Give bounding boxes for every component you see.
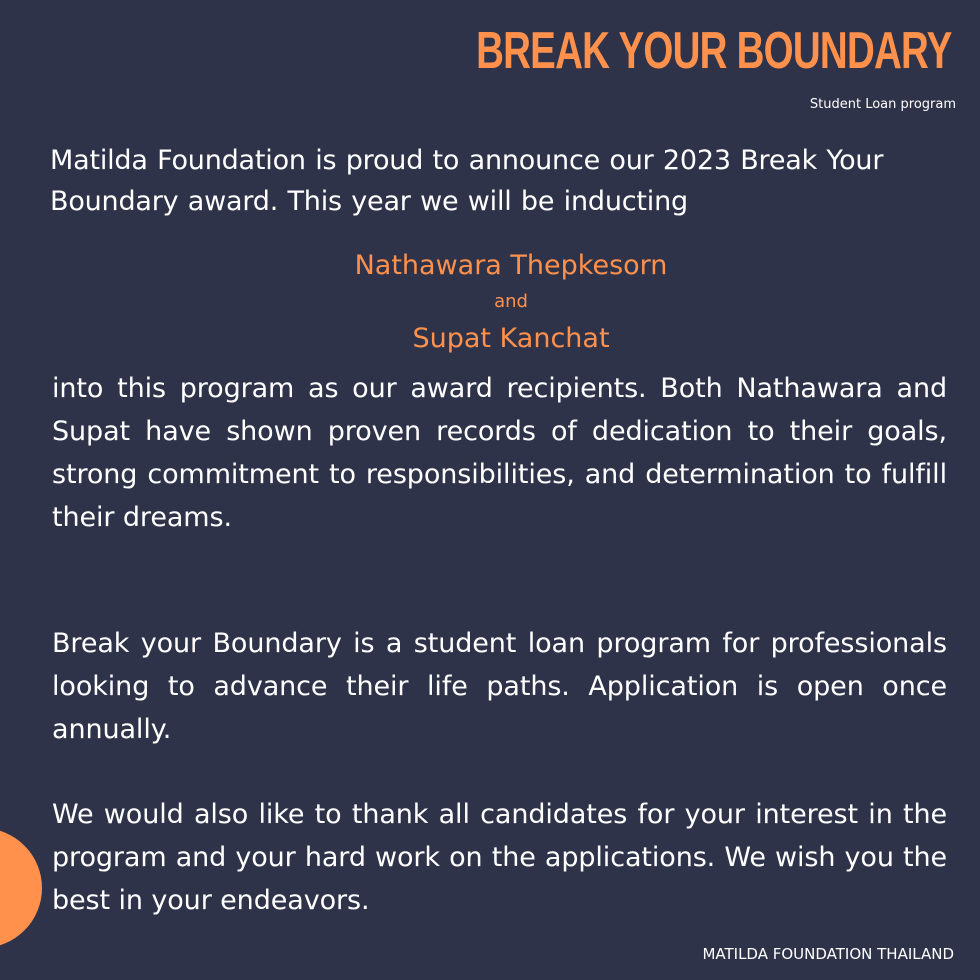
recipients-description: into this program as our award recipients. Both Nathawara and Supat have shown proven records of dedication to their goals, strong commitment to responsibilities, and determination to fulfill their dreams. (52, 373, 947, 533)
decorative-orange-circle (0, 828, 42, 948)
program-description: Break your Boundary is a student loan program for professionals looking to advance their life paths. Application is open once annually. (52, 628, 947, 745)
organization-footer: MATILDA FOUNDATION THAILAND (702, 945, 954, 963)
announcement-intro: Matilda Foundation is proud to announce our 2023 Break Your Boundary award. This year we will be inducting (50, 145, 884, 217)
recipient-name-1: Nathawara Thepkesorn (354, 250, 668, 281)
program-subtitle: Student Loan program (809, 97, 956, 112)
thank-you-message: We would also like to thank all candidates for your interest in the program and your hard work on the applications. We wish you the best in your endeavors. (52, 799, 947, 916)
recipient-name-2: Supat Kanchat (412, 323, 610, 354)
program-title: BREAK YOUR BOUNDARY (476, 22, 952, 80)
recipient-conjunction: and (494, 291, 528, 312)
